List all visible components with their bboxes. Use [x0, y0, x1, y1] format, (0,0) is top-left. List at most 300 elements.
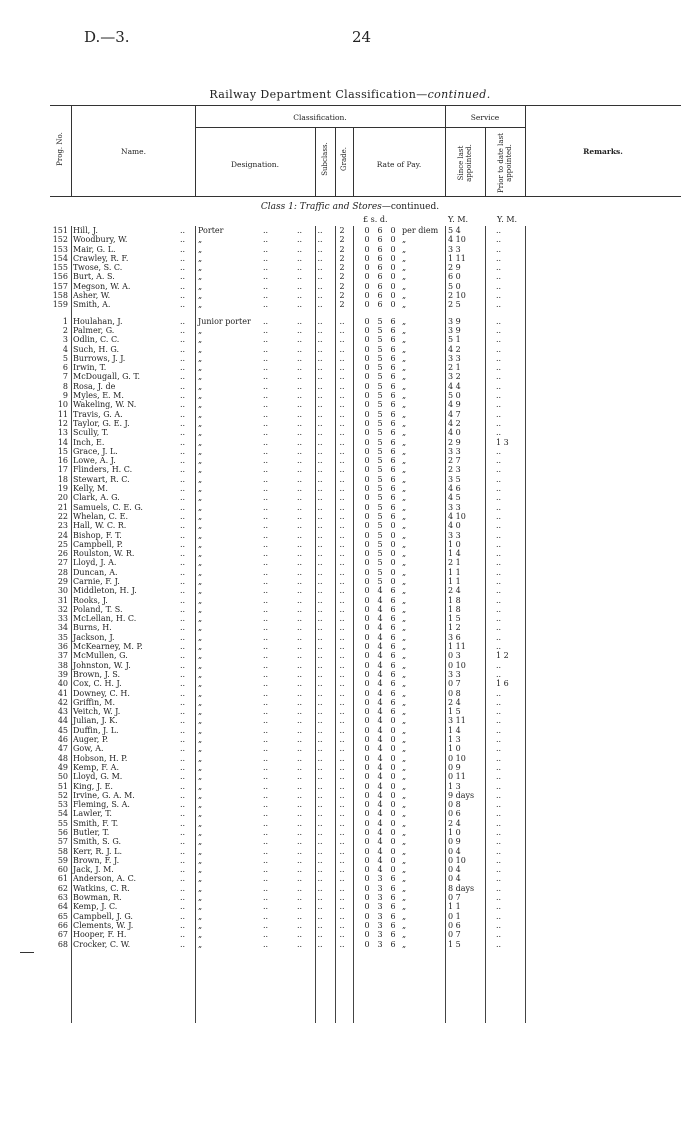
service-since: 4 10 [448, 235, 466, 245]
pay-shillings: 3 [377, 939, 383, 949]
table-row [50, 226, 590, 235]
designation: „ [198, 920, 203, 930]
pay-pounds: 0 [364, 300, 370, 310]
prog-no: 28 [57, 567, 68, 577]
leader-dots: .. [297, 623, 303, 633]
table-row [50, 410, 590, 419]
designation: „ [198, 688, 203, 698]
pay-shillings: 4 [377, 707, 383, 717]
leader-dots: .. [263, 281, 269, 291]
pay-pounds: 0 [364, 800, 370, 810]
pay-period: „ [402, 244, 407, 254]
margin-mark [20, 952, 34, 953]
pay-pence: 0 [390, 800, 396, 810]
leader-dots: .. [180, 660, 186, 670]
pay-pounds: 0 [364, 707, 370, 717]
pay-period: „ [402, 614, 407, 624]
leader-dots: .. [297, 363, 303, 373]
leader-dots: .. [297, 446, 303, 456]
page-number: 24 [352, 28, 372, 46]
prog-no: 153 [52, 244, 68, 254]
pay-period: „ [402, 865, 407, 875]
staff-name: Flinders, H. C. [73, 465, 133, 475]
service-since: 0 4 [448, 865, 461, 875]
grade: .. [339, 632, 345, 642]
designation: „ [198, 391, 203, 401]
leader-dots: .. [263, 614, 269, 624]
prog-no: 9 [62, 391, 68, 401]
pay-shillings: 5 [377, 353, 383, 363]
subclass: .. [317, 772, 323, 782]
grade: 2 [339, 300, 345, 310]
leader-dots: .. [297, 772, 303, 782]
pay-shillings: 5 [377, 530, 383, 540]
leader-dots: .. [297, 632, 303, 642]
leader-dots: .. [263, 253, 269, 263]
table-row [50, 400, 590, 409]
leader-dots: .. [263, 911, 269, 921]
staff-name: Campbell, P. [73, 539, 123, 549]
designation: „ [198, 753, 203, 763]
leader-dots: .. [180, 521, 186, 531]
staff-name: Clements, W. J. [73, 920, 134, 930]
table-header [50, 105, 681, 197]
pay-pence: 6 [390, 372, 396, 382]
designation: „ [198, 642, 203, 652]
staff-name: Crawley, R. F. [73, 253, 129, 263]
pay-pence: 6 [390, 353, 396, 363]
pay-pounds: 0 [364, 855, 370, 865]
staff-table [50, 226, 590, 949]
leader-dots: .. [297, 614, 303, 624]
leader-dots: .. [263, 474, 269, 484]
pay-shillings: 5 [377, 428, 383, 438]
pay-period: „ [402, 530, 407, 540]
designation: „ [198, 865, 203, 875]
leader-dots: .. [180, 809, 186, 819]
designation: „ [198, 846, 203, 856]
prog-no: 57 [57, 837, 68, 847]
table-row [50, 354, 590, 363]
pay-shillings: 4 [377, 744, 383, 754]
leader-dots: .. [297, 235, 303, 245]
pay-shillings: 6 [377, 244, 383, 254]
leader-dots: .. [263, 437, 269, 447]
staff-name: Megson, W. A. [73, 281, 131, 291]
pay-pounds: 0 [364, 874, 370, 884]
grade: 2 [339, 291, 345, 301]
leader-dots: .. [297, 753, 303, 763]
designation: „ [198, 558, 203, 568]
leader-dots: .. [263, 521, 269, 531]
grade: .. [339, 818, 345, 828]
designation: „ [198, 911, 203, 921]
designation: „ [198, 474, 203, 484]
leader-dots: .. [297, 818, 303, 828]
grade: .. [339, 651, 345, 661]
service-prior: .. [496, 521, 502, 531]
pay-pounds: 0 [364, 558, 370, 568]
staff-name: Griffin, M. [73, 697, 115, 707]
service-prior: .. [496, 846, 502, 856]
subclass: .. [317, 493, 323, 503]
service-since: 0 10 [448, 660, 466, 670]
staff-name: Hall, W. C. R. [73, 521, 127, 531]
grade: .. [339, 558, 345, 568]
table-row [50, 372, 590, 381]
pay-period: „ [402, 781, 407, 791]
pay-pounds: 0 [364, 409, 370, 419]
subclass: .. [317, 400, 323, 410]
table-row [50, 670, 590, 679]
service-prior: .. [496, 762, 502, 772]
service-since: 4 2 [448, 418, 461, 428]
grade: .. [339, 363, 345, 373]
leader-dots: .. [297, 651, 303, 661]
staff-name: Woodbury, W. [73, 235, 128, 245]
pay-pounds: 0 [364, 576, 370, 586]
pay-pence: 0 [390, 549, 396, 559]
pay-shillings: 5 [377, 400, 383, 410]
prog-no: 151 [52, 226, 68, 235]
leader-dots: .. [263, 800, 269, 810]
pay-pounds: 0 [364, 474, 370, 484]
staff-name: Rosa, J. de [73, 381, 116, 391]
leader-dots: .. [297, 604, 303, 614]
pay-pounds: 0 [364, 669, 370, 679]
leader-dots: .. [180, 772, 186, 782]
pay-period: „ [402, 744, 407, 754]
leader-dots: .. [297, 437, 303, 447]
subclass: .. [317, 418, 323, 428]
service-prior: .. [496, 253, 502, 263]
staff-name: Houlahan, J. [73, 316, 123, 326]
table-row [50, 921, 590, 930]
subclass: .. [317, 381, 323, 391]
service-since: 0 9 [448, 837, 461, 847]
leader-dots: .. [180, 707, 186, 717]
pay-pounds: 0 [364, 716, 370, 726]
pay-shillings: 5 [377, 511, 383, 521]
leader-dots: .. [297, 679, 303, 689]
subclass: .. [317, 539, 323, 549]
pay-pence: 0 [390, 272, 396, 282]
service-since: 1 5 [448, 707, 461, 717]
table-row [50, 772, 590, 781]
col-designation: Designation. [231, 160, 279, 169]
pay-period: „ [402, 539, 407, 549]
staff-name: Julian, J. K. [73, 716, 118, 726]
pay-period: „ [402, 930, 407, 940]
leader-dots: .. [180, 865, 186, 875]
grade: .. [339, 484, 345, 494]
leader-dots: .. [180, 549, 186, 559]
table-row [50, 335, 590, 344]
pay-period: „ [402, 725, 407, 735]
service-since: 4 10 [448, 511, 466, 521]
pay-pence: 0 [390, 281, 396, 291]
designation: „ [198, 446, 203, 456]
pay-pence: 6 [390, 586, 396, 596]
pay-pence: 0 [390, 744, 396, 754]
leader-dots: .. [263, 576, 269, 586]
designation: „ [198, 272, 203, 282]
service-since: 2 1 [448, 363, 461, 373]
designation: „ [198, 511, 203, 521]
pay-period: „ [402, 846, 407, 856]
pay-pence: 0 [390, 539, 396, 549]
pay-period: „ [402, 446, 407, 456]
staff-name: Inch, E. [73, 437, 105, 447]
subclass: .. [317, 809, 323, 819]
col-since-last: Since last appointed. [457, 144, 473, 182]
since-units: Y. M. [448, 215, 469, 224]
pay-shillings: 3 [377, 893, 383, 903]
staff-name: Jackson, J. [73, 632, 115, 642]
pay-pounds: 0 [364, 772, 370, 782]
service-since: 1 11 [448, 253, 466, 263]
staff-name: Fleming, S. A. [73, 800, 130, 810]
leader-dots: .. [297, 549, 303, 559]
service-since: 0 6 [448, 920, 461, 930]
pay-pounds: 0 [364, 818, 370, 828]
leader-dots: .. [180, 753, 186, 763]
staff-name: Rooks, J. [73, 595, 108, 605]
service-since: 5 0 [448, 391, 461, 401]
leader-dots: .. [180, 790, 186, 800]
grade: .. [339, 660, 345, 670]
pay-pence: 6 [390, 920, 396, 930]
leader-dots: .. [297, 762, 303, 772]
leader-dots: .. [180, 744, 186, 754]
pay-pence: 0 [390, 300, 396, 310]
pay-pence: 0 [390, 772, 396, 782]
prog-no: 48 [57, 753, 68, 763]
pay-period: „ [402, 484, 407, 494]
prog-no: 36 [57, 642, 68, 652]
pay-shillings: 4 [377, 818, 383, 828]
pay-shillings: 4 [377, 660, 383, 670]
prog-no: 62 [57, 883, 68, 893]
subclass: .. [317, 614, 323, 624]
pay-shillings: 5 [377, 325, 383, 335]
pay-pounds: 0 [364, 828, 370, 837]
pay-pounds: 0 [364, 344, 370, 354]
staff-name: King, J. E. [73, 781, 113, 791]
prog-no: 60 [57, 865, 68, 875]
service-since: 2 4 [448, 697, 461, 707]
leader-dots: .. [180, 244, 186, 254]
leader-dots: .. [297, 828, 303, 837]
pay-pence: 0 [390, 576, 396, 586]
pay-pence: 6 [390, 697, 396, 707]
table-row [50, 531, 590, 540]
pay-pence: 6 [390, 642, 396, 652]
pay-shillings: 5 [377, 363, 383, 373]
pay-pence: 6 [390, 614, 396, 624]
pay-shillings: 5 [377, 437, 383, 447]
designation: „ [198, 567, 203, 577]
grade: .. [339, 893, 345, 903]
designation: „ [198, 300, 203, 310]
leader-dots: .. [297, 744, 303, 754]
pay-pounds: 0 [364, 400, 370, 410]
prog-no: 43 [57, 707, 68, 717]
leader-dots: .. [297, 595, 303, 605]
table-row [50, 326, 590, 335]
pay-shillings: 5 [377, 418, 383, 428]
service-prior: .. [496, 930, 502, 940]
pay-pounds: 0 [364, 679, 370, 689]
staff-name: Kerr, R. J. L. [73, 846, 122, 856]
service-prior: .. [496, 735, 502, 745]
subclass: .. [317, 688, 323, 698]
subclass: .. [317, 623, 323, 633]
subclass: .. [317, 642, 323, 652]
leader-dots: .. [180, 837, 186, 847]
leader-dots: .. [180, 716, 186, 726]
pay-period: „ [402, 428, 407, 438]
leader-dots: .. [180, 902, 186, 912]
service-since: 1 4 [448, 725, 461, 735]
prog-no: 29 [57, 576, 68, 586]
pay-pence: 6 [390, 911, 396, 921]
subclass: .. [317, 679, 323, 689]
grade: .. [339, 753, 345, 763]
pay-pounds: 0 [364, 911, 370, 921]
pay-pounds: 0 [364, 651, 370, 661]
leader-dots: .. [263, 291, 269, 301]
pay-period: „ [402, 381, 407, 391]
table-row [50, 456, 590, 465]
table-row [50, 679, 590, 688]
service-prior: .. [496, 281, 502, 291]
pay-pence: 6 [390, 474, 396, 484]
leader-dots: .. [263, 244, 269, 254]
pay-pence: 6 [390, 930, 396, 940]
pay-period: „ [402, 363, 407, 373]
staff-name: Burns, H. [73, 623, 112, 633]
class-heading [0, 202, 700, 212]
table-row [50, 642, 590, 651]
staff-name: Samuels, C. E. G. [73, 502, 143, 512]
table-row [50, 549, 590, 558]
leader-dots: .. [297, 567, 303, 577]
leader-dots: .. [180, 651, 186, 661]
leader-dots: .. [263, 874, 269, 884]
designation: „ [198, 874, 203, 884]
grade: .. [339, 418, 345, 428]
leader-dots: .. [297, 391, 303, 401]
service-prior: .. [496, 660, 502, 670]
subclass: .. [317, 335, 323, 345]
table-row [50, 782, 590, 791]
leader-dots: .. [263, 883, 269, 893]
leader-dots: .. [180, 437, 186, 447]
table-row [50, 726, 590, 735]
leader-dots: .. [263, 772, 269, 782]
service-since: 0 10 [448, 855, 466, 865]
leader-dots: .. [263, 484, 269, 494]
prog-no: 32 [57, 604, 68, 614]
pay-pounds: 0 [364, 586, 370, 596]
table-row [50, 465, 590, 474]
leader-dots: .. [297, 344, 303, 354]
prog-no: 3 [62, 335, 68, 345]
service-prior: .. [496, 316, 502, 326]
service-since: 5 0 [448, 281, 461, 291]
staff-name: Lloyd, J. A. [73, 558, 117, 568]
pay-pence: 6 [390, 456, 396, 466]
table-row [50, 661, 590, 670]
pay-pounds: 0 [364, 604, 370, 614]
col-rate-of-pay: Rate of Pay. [376, 160, 422, 169]
grade: .. [339, 409, 345, 419]
leader-dots: .. [297, 865, 303, 875]
grade: .. [339, 456, 345, 466]
table-row [50, 540, 590, 549]
designation: „ [198, 325, 203, 335]
pay-pence: 0 [390, 253, 396, 263]
pay-period: „ [402, 291, 407, 301]
prog-no: 155 [52, 263, 68, 273]
pay-period: „ [402, 391, 407, 401]
leader-dots: .. [263, 586, 269, 596]
pay-shillings: 6 [377, 253, 383, 263]
pay-shillings: 4 [377, 604, 383, 614]
pay-pence: 6 [390, 493, 396, 503]
designation: „ [198, 855, 203, 865]
prog-no: 41 [57, 688, 68, 698]
staff-name: Kemp, J. C. [73, 902, 118, 912]
leader-dots: .. [180, 335, 186, 345]
pay-pounds: 0 [364, 272, 370, 282]
leader-dots: .. [297, 281, 303, 291]
page-header [84, 28, 614, 48]
pay-shillings: 4 [377, 697, 383, 707]
grade: .. [339, 920, 345, 930]
leader-dots: .. [297, 939, 303, 949]
pay-pounds: 0 [364, 291, 370, 301]
staff-name: Stewart, R. C. [73, 474, 130, 484]
leader-dots: .. [297, 381, 303, 391]
leader-dots: .. [263, 604, 269, 614]
service-prior: .. [496, 465, 502, 475]
subclass: .. [317, 939, 323, 949]
leader-dots: .. [263, 920, 269, 930]
service-prior: .. [496, 818, 502, 828]
col-prior-to-date: Prior to date last appointed. [497, 133, 513, 193]
staff-name: Lloyd, G. M. [73, 772, 123, 782]
designation: „ [198, 344, 203, 354]
pay-pence: 6 [390, 344, 396, 354]
designation: „ [198, 418, 203, 428]
prog-no: 63 [57, 893, 68, 903]
prog-no: 20 [57, 493, 68, 503]
service-since: 8 days [448, 883, 475, 893]
pay-period: „ [402, 567, 407, 577]
prog-no: 12 [57, 418, 68, 428]
table-row [50, 800, 590, 809]
table-row [50, 689, 590, 698]
pay-pence: 6 [390, 893, 396, 903]
service-since: 2 4 [448, 586, 461, 596]
subclass: .. [317, 595, 323, 605]
pay-period: „ [402, 300, 407, 310]
subclass: .. [317, 567, 323, 577]
service-since: 1 1 [448, 567, 461, 577]
pay-pence: 0 [390, 762, 396, 772]
